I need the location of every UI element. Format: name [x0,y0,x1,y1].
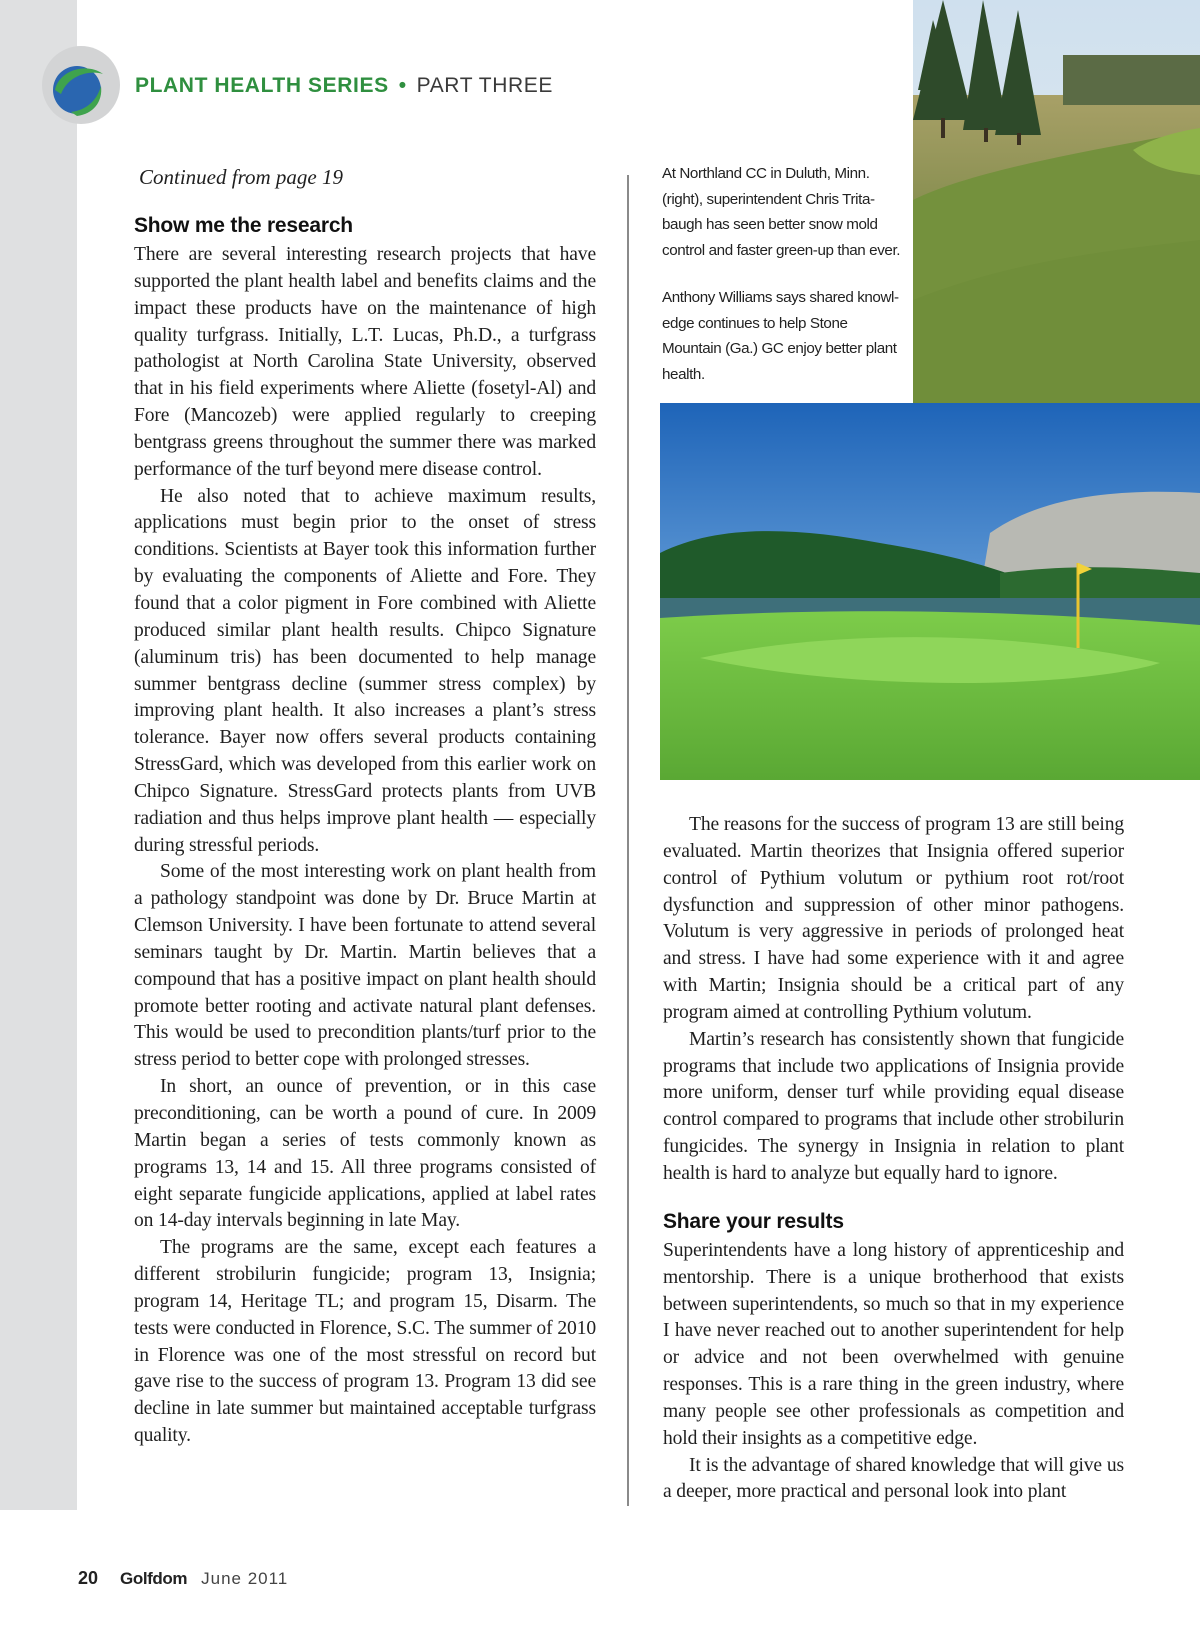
body-paragraph: Superintendents have a long history of apprenticeship and mentorship. There is a unique brotherhood that exists between superintendents, so much so that in my experience I have never reached out to another superintendent for help or advice and not been overwhelmed with genuine responses. This is a rare thing in the green industry, where many people see other professionals as competition and hold their insights as a competitive edge. [663,1239,1124,1449]
leaf-globe-icon [47,60,107,120]
series-part: PART THREE [416,74,553,97]
sidebar-bar [0,0,77,1510]
magazine-name: Golfdom [120,1569,188,1588]
body-paragraph: The programs are the same, except each features a different strobilurin fungicide; program 13, Insignia; program 14, Heritage TL; and program 15, Disarm. The tests were conducted in Florence, S.C. The summer of 2010 in Florence was one of the most stressful on record but gave rise to the success of program 13. Program 13 did see decline in late summer but maintained acceptable turfgrass quality. [134,1237,596,1447]
body-paragraph: The reasons for the success of program 13 are still being evaluated. Martin theorizes that Insignia offered superior control of Pythium volutum or pythium root rot/root dysfunction and suppression of other minor pathogens. Volutum is very aggressive in periods of prolonged heat and stress. I have had some experience with it and agree with Martin; Insignia should be a critical part of any program aimed at controlling Pythium volutum. [663,814,1124,1023]
body-paragraph: Martin’s research has consistently shown that fungicide programs that include two applications of Insignia provide more uniform, denser turf while providing equal disease control compared to programs that include other strobilurin fungicides. The synergy in Insignia in relation to plant health is hard to analyze but equally hard to ignore. [663,1028,1124,1184]
section-heading-share: Share your results [663,1209,844,1233]
left-column [134,165,596,1450]
body-paragraph: In short, an ounce of prevention, or in this case preconditioning, can be worth a pound of cure. In 2009 Martin began a series of tests commonly known as programs 13, 14 and 15. All three programs consisted of eight separate fungicide applications, applied at label rates on 14-day intervals beginning in late May. [134,1076,596,1232]
page-number: 20 [78,1568,99,1588]
stone-mountain-course-photo [660,403,1200,780]
right-column [663,812,1124,1506]
caption-northland: At Northland CC in Duluth, Minn. (right), superintendent Chris Tritabaugh has seen better snow mold control and faster green-up than ever. [662,165,901,259]
header-separator: • [398,74,407,97]
series-header [135,74,553,98]
northland-course-photo [913,0,1200,463]
issue-date: June 2011 [201,1569,289,1588]
body-paragraph: Some of the most interesting work on plant health from a pathology standpoint was done by Dr. Bruce Martin at Clemson University. I have been fortunate to attend several seminars taught by Dr. Martin. Martin believes that a compound that has a positive impact on plant health should promote better rooting and activate natural plant defenses. This would be used to precondition plants/turf prior to the stress period to better cope with prolonged stresses. [134,861,596,1071]
page-footer [78,1568,288,1589]
section-heading-research: Show me the research [134,214,353,237]
body-paragraph: He also noted that to achieve maximum results, applications must begin prior to the onset of stress conditions. Scientists at Bayer took this information further by evaluating the components of Aliette and Fore. They found that a color pigment in Fore combined with Aliette produced similar plant health results. Chipco Signature (aluminum tris) has been documented to help manage summer bentgrass decline (summer stress complex) by improving plant health. It also increases a plant’s stress tolerance. Bayer now offers several products containing StressGard, which was developed from this earlier work on Chipco Signature. StressGard protects plants from UVB radiation and thus helps improve plant health — especially during stressful periods. [134,485,596,856]
caption-stone-mountain: Anthony Williams says shared knowledge continues to help Stone Mountain (Ga.) GC enjoy better plant health. [662,289,900,383]
continued-note: Continued from page 19 [139,165,343,189]
body-paragraph: It is the advantage of shared knowledge that will give us a deeper, more practical and personal look into plant [663,1454,1124,1503]
series-title: PLANT HEALTH SERIES [135,74,389,97]
body-paragraph: There are several interesting research projects that have supported the plant health label and benefits claims and the impact these products have on the maintenance of high quality turfgrass. Initially, L.T. Lucas, Ph.D., a turfgrass pathologist at North Carolina State University, observed that in his field experiments where Aliette (fosetyl-Al) and Fore (Mancozeb) were applied regularly to creeping bentgrass greens throughout the summer there was marked performance of the turf beyond mere disease control. [134,244,596,480]
column-divider [627,175,629,1506]
